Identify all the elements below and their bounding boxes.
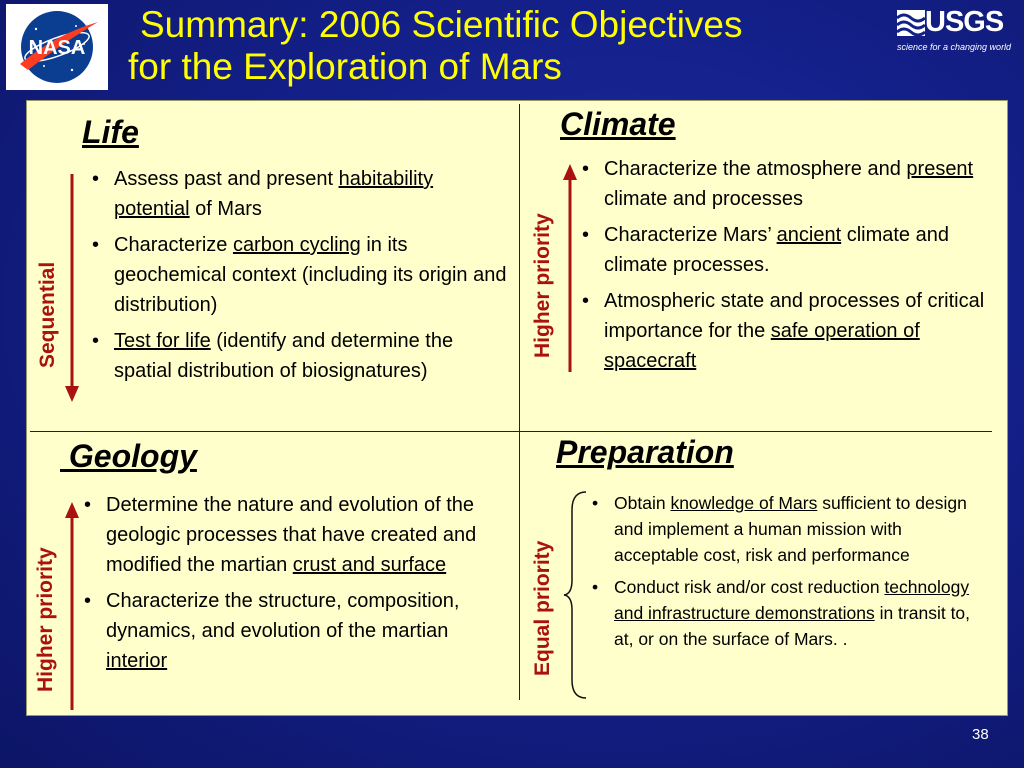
list-item: • Characterize Mars’ ancient climate and climate processes. (582, 224, 949, 276)
preparation-side-label: Equal priority (531, 540, 554, 676)
usgs-wave-icon (897, 10, 925, 36)
down-arrow-icon (62, 172, 82, 404)
page-number: 38 (972, 726, 989, 743)
preparation-bullet-list (588, 490, 980, 658)
quadrant-divider-vertical (519, 104, 520, 700)
title-line-2: for the Exploration of Mars (128, 46, 562, 87)
preparation-heading: Preparation (556, 434, 734, 470)
list-item: • Characterize carbon cycling in its geochemical context (including its origin and distribution) (92, 234, 507, 316)
nasa-logo-text: NASA (28, 37, 86, 59)
list-item: • Obtain knowledge of Mars sufficient to design and implement a human mission with acceptable cost, risk and performance (592, 493, 967, 565)
list-item: • Atmospheric state and processes of critical importance for the safe operation of spacecraft (582, 290, 985, 372)
slide-title (128, 4, 908, 88)
title-line-1: Summary: 2006 Scientific Objectives (140, 4, 743, 45)
curly-brace-icon (562, 490, 590, 700)
climate-bullet-list (578, 154, 990, 382)
climate-heading: Climate (560, 106, 676, 142)
list-item: • Assess past and present habitability potential of Mars (92, 168, 434, 220)
usgs-logo (895, 4, 1020, 56)
geology-bullet-list (80, 490, 512, 682)
nasa-logo (6, 4, 108, 90)
life-side-label: Sequential (36, 261, 59, 368)
list-item: • Determine the nature and evolution of the geologic processes that have created and modified the martian crust and surface (84, 494, 477, 576)
list-item: • Characterize the atmosphere and present climate and processes (582, 158, 974, 210)
up-arrow-icon (560, 162, 580, 374)
geology-side-label: Higher priority (34, 547, 57, 692)
list-item: • Test for life (identify and determine the spatial distribution of biosignatures) (92, 330, 454, 382)
usgs-logo-text: USGS (925, 6, 1004, 38)
life-heading: Life (82, 114, 139, 150)
list-item: • Characterize the structure, composition, dynamics, and evolution of the martian interior (84, 590, 460, 672)
geology-heading: Geology (60, 438, 197, 474)
quadrant-divider-horizontal (30, 431, 992, 432)
list-item: • Conduct risk and/or cost reduction technology and infrastructure demonstrations in transit to, at, or on the surface of Mars. . (592, 577, 971, 649)
usgs-tagline: science for a changing world (897, 42, 1012, 52)
life-bullet-list (88, 164, 508, 392)
up-arrow-icon (62, 500, 82, 712)
climate-side-label: Higher priority (531, 213, 554, 358)
